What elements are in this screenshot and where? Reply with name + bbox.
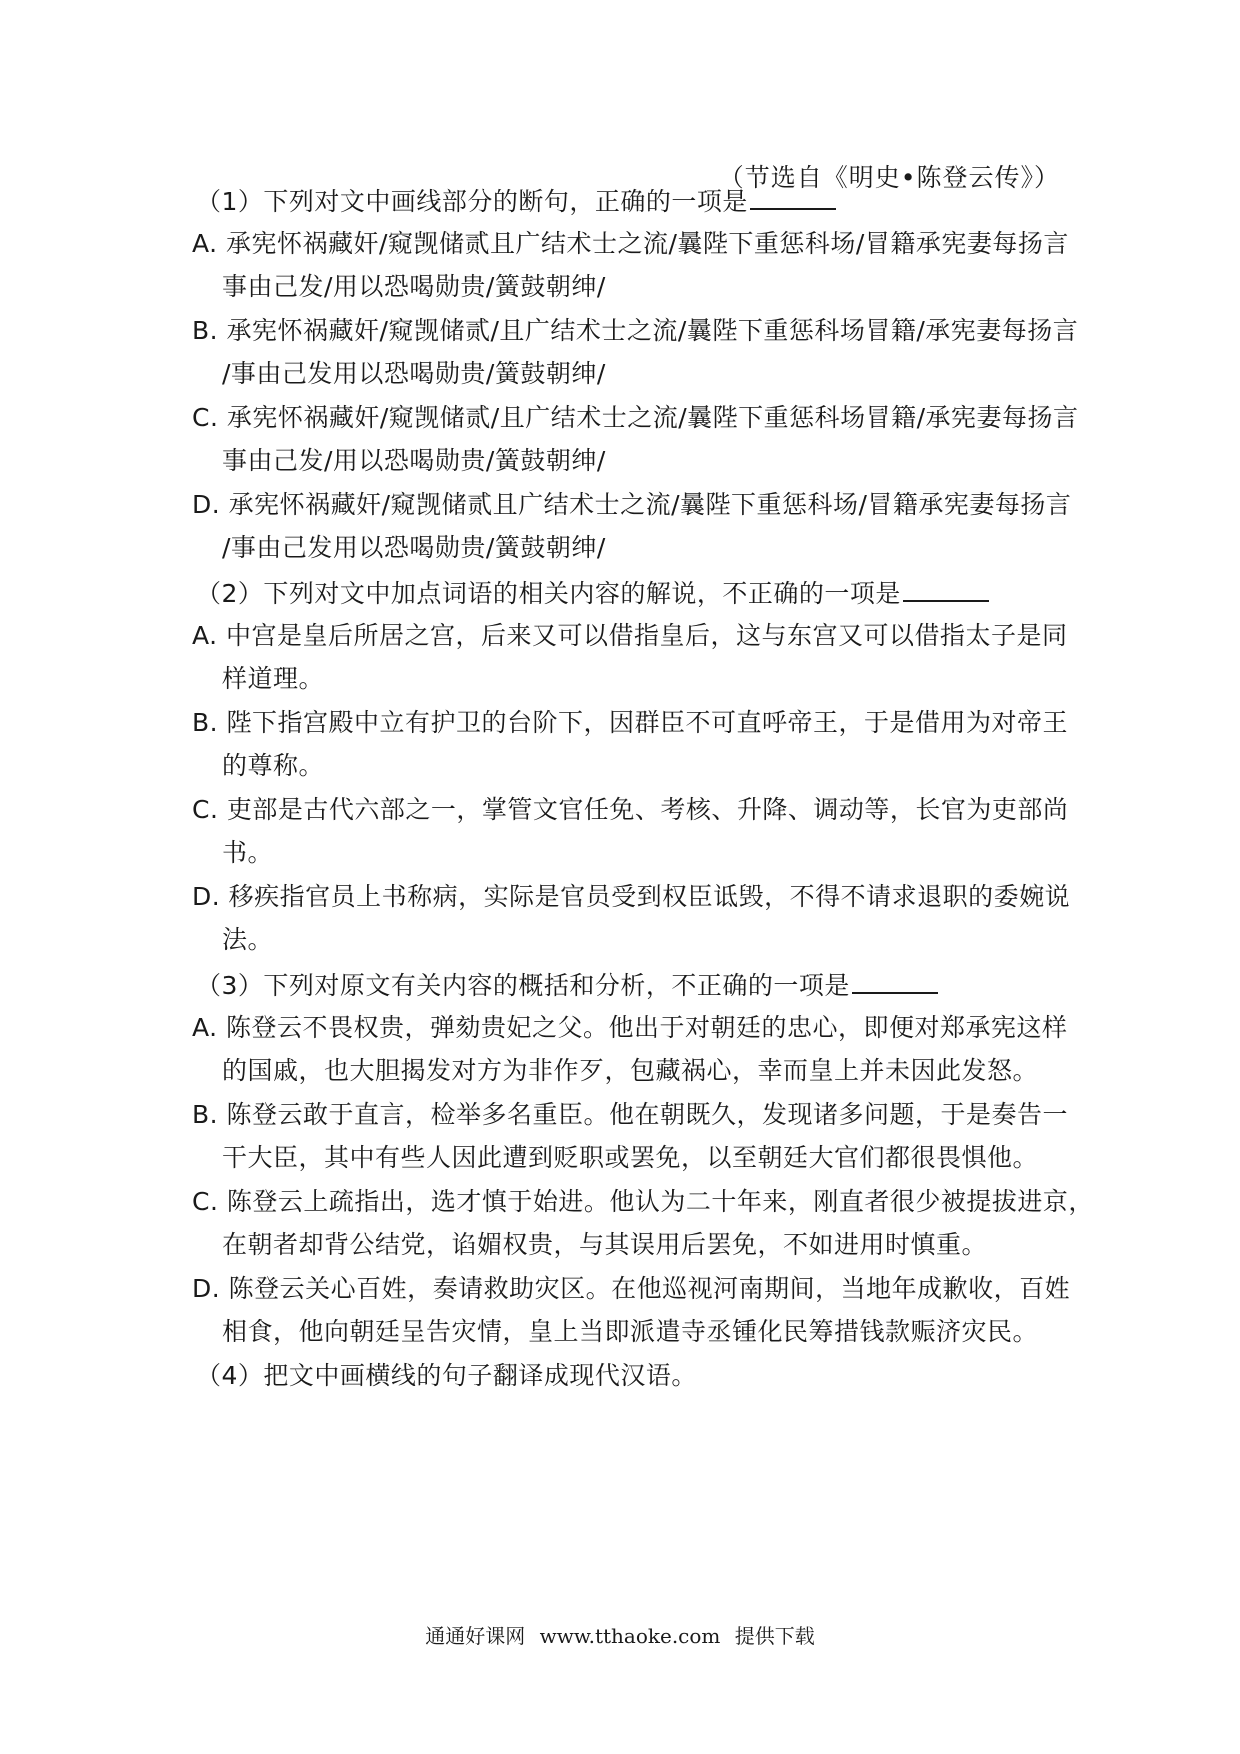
q3-option-a-line2: 的国戚，也大胆揭发对方为非作歹，包藏祸心，幸而皇上并未因此发怒。 bbox=[222, 1056, 1039, 1085]
q3-option-a-line1: A. 陈登云不畏权贵，弹劾贵妃之父。他出于对朝廷的忠心，即便对郑承宪这样 bbox=[192, 1013, 1068, 1042]
q3-option-c-line1: C. 陈登云上疏指出，选才慎于始进。他认为二十年来，刚直者很少被提拔进京， bbox=[192, 1187, 1094, 1216]
question-1-prompt bbox=[196, 182, 836, 220]
q3-option-b-line2: 干大臣，其中有些人因此遭到贬职或罢免，以至朝廷大官们都很畏惧他。 bbox=[222, 1143, 1039, 1172]
q1-option-d-line2: /事由己发用以恐喝勋贵/簧鼓朝绅/ bbox=[222, 533, 606, 562]
footer-site-name: 通通好课网 bbox=[425, 1624, 526, 1648]
question-2-prompt bbox=[196, 574, 989, 612]
q1-option-b-line1: B. 承宪怀祸藏奸/窥觊储贰/且广结术士之流/曩陛下重惩科场冒籍/承宪妻每扬言 bbox=[192, 316, 1079, 345]
q3-option-c-line2: 在朝者却背公结党，谄媚权贵，与其误用后罢免，不如进用时慎重。 bbox=[222, 1230, 988, 1259]
answer-blank-1 bbox=[750, 182, 836, 210]
q2-option-b-line1: B. 陛下指宫殿中立有护卫的台阶下，因群臣不可直呼帝王，于是借用为对帝王 bbox=[192, 708, 1069, 737]
q3-option-d-line1: D. 陈登云关心百姓，奏请救助灾区。在他巡视河南期间，当地年成歉收，百姓 bbox=[192, 1274, 1071, 1303]
q2-option-d-line1: D. 移疾指官员上书称病，实际是官员受到权臣诋毁，不得不请求退职的委婉说 bbox=[192, 882, 1071, 911]
question-2-text: （2）下列对文中加点词语的相关内容的解说，不正确的一项是 bbox=[196, 579, 901, 608]
q1-option-b-line2: /事由己发用以恐喝勋贵/簧鼓朝绅/ bbox=[222, 359, 606, 388]
q1-option-c-line2: 事由己发/用以恐喝勋贵/簧鼓朝绅/ bbox=[222, 446, 606, 475]
q3-option-d-line2: 相食，他向朝廷呈告灾情，皇上当即派遣寺丞锺化民筹措钱款赈济灾民。 bbox=[222, 1317, 1039, 1346]
q2-option-c-line2: 书。 bbox=[222, 838, 274, 867]
question-4-prompt: （4）把文中画横线的句子翻译成现代汉语。 bbox=[196, 1361, 697, 1390]
q2-option-a-line2: 样道理。 bbox=[222, 664, 325, 693]
question-3-text: （3）下列对原文有关内容的概括和分析，不正确的一项是 bbox=[196, 971, 850, 1000]
q2-option-d-line2: 法。 bbox=[222, 925, 274, 954]
answer-blank-3 bbox=[852, 966, 938, 994]
q1-option-d-line1: D. 承宪怀祸藏奸/窥觊储贰且广结术士之流/曩陛下重惩科场/冒籍承宪妻每扬言 bbox=[192, 490, 1072, 519]
q1-option-a-line1: A. 承宪怀祸藏奸/窥觊储贰且广结术士之流/曩陛下重惩科场/冒籍承宪妻每扬言 bbox=[192, 229, 1069, 258]
q1-option-a-line2: 事由己发/用以恐喝勋贵/簧鼓朝绅/ bbox=[222, 272, 606, 301]
page-footer bbox=[0, 1620, 1240, 1649]
answer-blank-2 bbox=[903, 574, 989, 602]
q2-option-c-line1: C. 吏部是古代六部之一，掌管文官任免、考核、升降、调动等，长官为吏部尚 bbox=[192, 795, 1069, 824]
footer-url-link[interactable]: www.tthaoke.com bbox=[539, 1624, 721, 1648]
source-citation: （节选自《明史•陈登云传》） bbox=[718, 163, 1060, 192]
question-3-prompt bbox=[196, 966, 938, 1004]
footer-note: 提供下载 bbox=[734, 1624, 815, 1648]
q1-option-c-line1: C. 承宪怀祸藏奸/窥觊储贰/且广结术士之流/曩陛下重惩科场冒籍/承宪妻每扬言 bbox=[192, 403, 1079, 432]
question-1-text: （1）下列对文中画线部分的断句，正确的一项是 bbox=[196, 187, 748, 216]
q2-option-b-line2: 的尊称。 bbox=[222, 751, 325, 780]
q2-option-a-line1: A. 中宫是皇后所居之宫，后来又可以借指皇后，这与东宫又可以借指太子是同 bbox=[192, 621, 1068, 650]
q3-option-b-line1: B. 陈登云敢于直言，检举多名重臣。他在朝既久，发现诸多问题，于是奏告一 bbox=[192, 1100, 1069, 1129]
